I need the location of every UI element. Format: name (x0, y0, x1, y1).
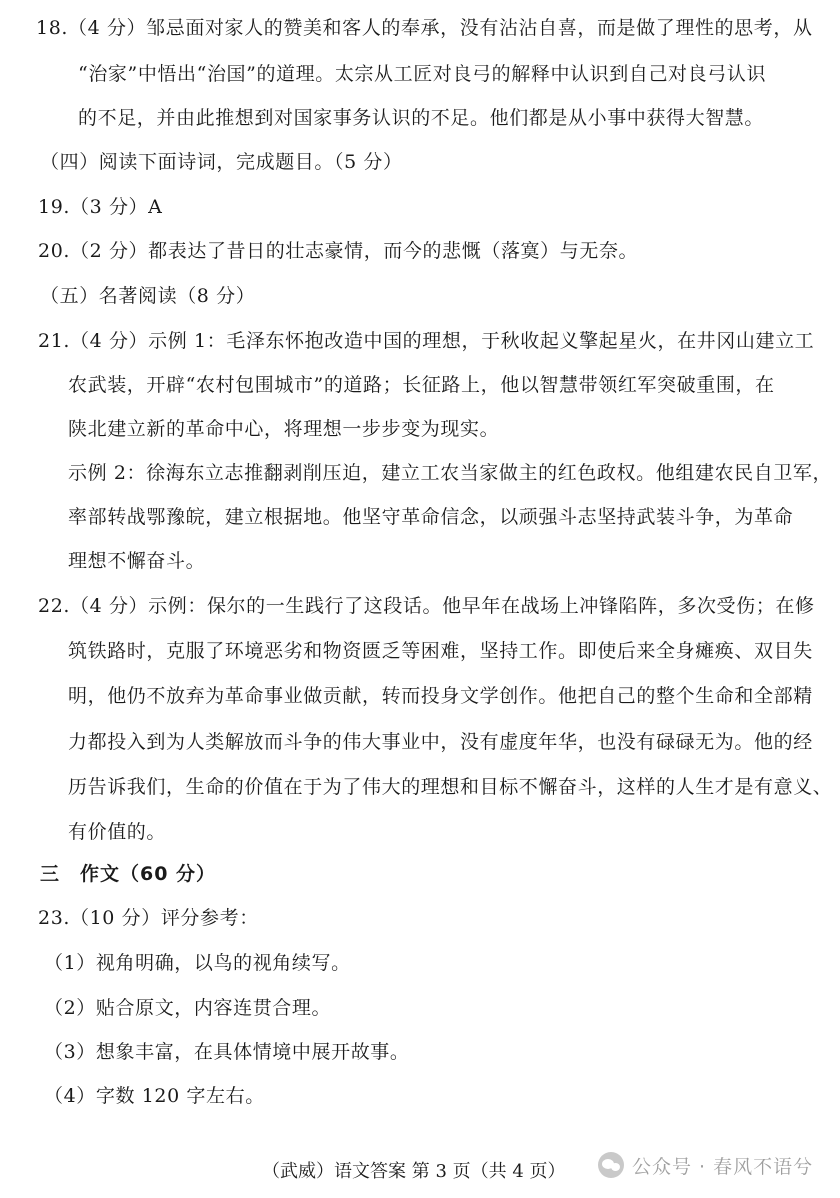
answer-22-line-4: 力都投入到为人类解放而斗争的伟大事业中，没有虚度年华，也没有碌碌无为。他的经 (68, 731, 813, 753)
answer-22-line-6: 有价值的。 (68, 821, 167, 843)
wechat-icon (598, 1152, 624, 1178)
answer-21-line-2: 农武装，开辟“农村包围城市”的道路；长征路上，他以智慧带领红军突破重围，在 (68, 374, 775, 396)
answer-21-line-3: 陕北建立新的革命中心，将理想一步步变为现实。 (68, 418, 500, 440)
scoring-item-4: （4）字数 120 字左右。 (44, 1085, 265, 1107)
section-4-heading: （四）阅读下面诗词，完成题目。（5 分） (40, 151, 403, 173)
section-5-heading: （五）名著阅读（8 分） (40, 285, 256, 307)
answer-21-example-2-line-2: 率部转战鄂豫皖，建立根据地。他坚守革命信念，以顽强斗志坚持武装斗争，为革命 (68, 506, 794, 528)
answer-18-line-3: 的不足，并由此推想到对国家事务认识的不足。他们都是从小事中获得大智慧。 (78, 107, 765, 129)
answer-22-line-1: 22.（4 分）示例：保尔的一生践行了这段话。他早年在战场上冲锋陷阵，多次受伤；在修 (38, 595, 815, 617)
answer-21-line-1: 21.（4 分）示例 1：毛泽东怀抱改造中国的理想，于秋收起义擎起星火，在井冈山建立工 (38, 330, 815, 352)
answer-22-line-3: 明，他仍不放弃为革命事业做贡献，转而投身文学创作。他把自己的整个生命和全部精 (68, 685, 813, 707)
answer-22-line-5: 历告诉我们，生命的价值在于为了伟大的理想和目标不懈奋斗，这样的人生才是有意义、 (68, 776, 833, 798)
answer-22-line-2: 筑铁路时，克服了环境恶劣和物资匮乏等困难，坚持工作。即使后来全身瘫痪、双目失 (68, 640, 813, 662)
page-footer: （武威）语文答案 第 3 页（共 4 页） (262, 1161, 566, 1182)
scoring-item-2: （2）贴合原文，内容连贯合理。 (44, 997, 332, 1019)
answer-21-example-2-line-3: 理想不懈奋斗。 (68, 550, 206, 572)
scoring-item-3: （3）想象丰富，在具体情境中展开故事。 (44, 1041, 410, 1063)
answer-21-example-2-line-1: 示例 2：徐海东立志推翻剥削压迫，建立工农当家做主的红色政权。他组建农民自卫军， (68, 462, 833, 484)
answer-20: 20.（2 分）都表达了昔日的壮志豪情，而今的悲慨（落寞）与无奈。 (38, 240, 639, 262)
answer-18-line-1: 18.（4 分）邹忌面对家人的赞美和客人的奉承，没有沾沾自喜，而是做了理性的思考，从 (36, 17, 813, 39)
watermark-text: 公众号 · 春风不语兮 (632, 1155, 814, 1178)
section-3-heading: 三 作文（60 分） (40, 863, 217, 885)
answer-19: 19.（3 分）A (38, 196, 163, 218)
watermark (598, 1150, 813, 1180)
scoring-item-1: （1）视角明确，以鸟的视角续写。 (44, 952, 351, 974)
answer-18-line-2: “治家”中悟出“治国”的道理。太宗从工匠对良弓的解释中认识到自己对良弓认识 (78, 63, 767, 85)
answer-23-heading: 23.（10 分）评分参考： (38, 907, 259, 929)
